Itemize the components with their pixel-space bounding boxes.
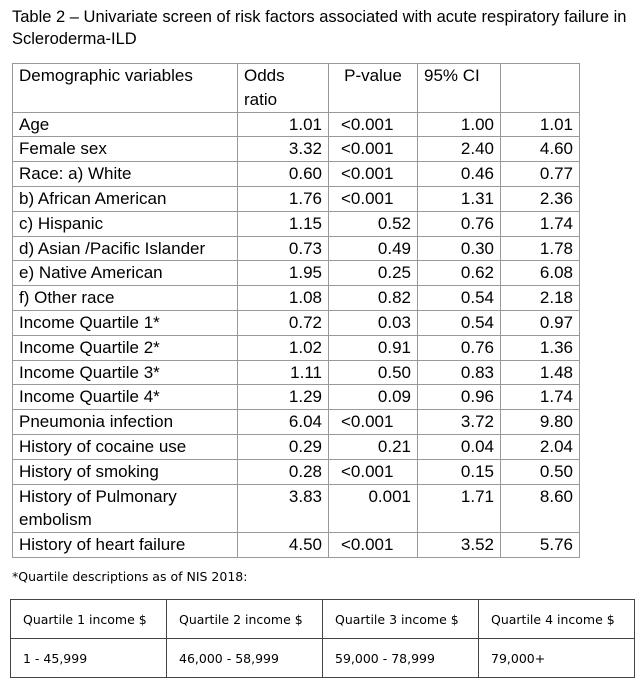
ci-upper-cell: 1.74	[501, 211, 580, 236]
table-header-row	[13, 64, 580, 113]
ci-upper-cell: 9.80	[501, 410, 580, 435]
ci-upper-cell: 1.36	[501, 335, 580, 360]
odds-ratio-cell: 1.08	[238, 286, 329, 311]
row-label: e) Native American	[13, 261, 238, 286]
p-value-cell: <0.001	[329, 459, 418, 484]
p-value-cell: 0.49	[329, 236, 418, 261]
header-ci: 95% CI	[418, 64, 501, 113]
table-row	[13, 112, 580, 137]
row-label: Income Quartile 3*	[13, 360, 238, 385]
row-label: Pneumonia infection	[13, 410, 238, 435]
quartile-value-4: 79,000+	[479, 639, 635, 678]
row-label: d) Asian /Pacific Islander	[13, 236, 238, 261]
odds-ratio-cell: 1.11	[238, 360, 329, 385]
table-row	[13, 434, 580, 459]
ci-lower-cell: 0.54	[418, 310, 501, 335]
table-row	[13, 211, 580, 236]
ci-upper-cell: 5.76	[501, 533, 580, 558]
ci-lower-cell: 1.71	[418, 484, 501, 533]
odds-ratio-cell: 1.01	[238, 112, 329, 137]
odds-ratio-cell: 3.32	[238, 137, 329, 162]
table-row	[13, 261, 580, 286]
ci-lower-cell: 1.31	[418, 186, 501, 211]
header-p-value: P-value	[329, 64, 418, 113]
odds-ratio-cell: 0.60	[238, 162, 329, 187]
table-row	[13, 459, 580, 484]
ci-upper-cell: 0.97	[501, 310, 580, 335]
p-value-cell: <0.001	[329, 410, 418, 435]
row-label: Age	[13, 112, 238, 137]
p-value-cell: 0.001	[329, 484, 418, 533]
quartile-table	[10, 599, 635, 678]
p-value-cell: <0.001	[329, 533, 418, 558]
quartile-header-4: Quartile 4 income $	[479, 600, 635, 639]
odds-ratio-cell: 1.15	[238, 211, 329, 236]
odds-ratio-cell: 1.95	[238, 261, 329, 286]
row-label: History of Pulmonary embolism	[13, 484, 238, 533]
table-row	[13, 360, 580, 385]
ci-upper-cell: 1.78	[501, 236, 580, 261]
odds-ratio-cell: 1.02	[238, 335, 329, 360]
row-label: c) Hispanic	[13, 211, 238, 236]
quartile-header-row	[11, 600, 635, 639]
row-label: b) African American	[13, 186, 238, 211]
table-row	[13, 137, 580, 162]
row-label: History of smoking	[13, 459, 238, 484]
p-value-cell: 0.03	[329, 310, 418, 335]
table-row	[13, 286, 580, 311]
header-demographic: Demographic variables	[13, 64, 238, 113]
header-odds-ratio: Odds ratio	[238, 64, 329, 113]
odds-ratio-cell: 1.29	[238, 385, 329, 410]
ci-upper-cell: 1.74	[501, 385, 580, 410]
ci-upper-cell: 0.77	[501, 162, 580, 187]
ci-lower-cell: 0.76	[418, 335, 501, 360]
p-value-cell: <0.001	[329, 186, 418, 211]
odds-ratio-cell: 3.83	[238, 484, 329, 533]
row-label: f) Other race	[13, 286, 238, 311]
table-row	[13, 533, 580, 558]
quartile-value-1: 1 - 45,999	[11, 639, 167, 678]
quartile-value-2: 46,000 - 58,999	[167, 639, 323, 678]
ci-lower-cell: 3.72	[418, 410, 501, 435]
row-label: Income Quartile 4*	[13, 385, 238, 410]
ci-upper-cell: 1.01	[501, 112, 580, 137]
quartile-value-row	[11, 639, 635, 678]
table-row	[13, 162, 580, 187]
p-value-cell: 0.91	[329, 335, 418, 360]
quartile-value-3: 59,000 - 78,999	[323, 639, 479, 678]
ci-lower-cell: 2.40	[418, 137, 501, 162]
row-label: History of heart failure	[13, 533, 238, 558]
ci-upper-cell: 0.50	[501, 459, 580, 484]
p-value-cell: <0.001	[329, 112, 418, 137]
odds-ratio-cell: 1.76	[238, 186, 329, 211]
table-row	[13, 310, 580, 335]
table-row	[13, 385, 580, 410]
header-ci-upper	[501, 64, 580, 113]
row-label: History of cocaine use	[13, 434, 238, 459]
table-row	[13, 186, 580, 211]
p-value-cell: 0.82	[329, 286, 418, 311]
ci-lower-cell: 0.30	[418, 236, 501, 261]
quartile-header-3: Quartile 3 income $	[323, 600, 479, 639]
ci-lower-cell: 0.04	[418, 434, 501, 459]
table-row	[13, 484, 580, 533]
row-label: Income Quartile 2*	[13, 335, 238, 360]
odds-ratio-cell: 0.72	[238, 310, 329, 335]
ci-lower-cell: 0.54	[418, 286, 501, 311]
odds-ratio-cell: 0.29	[238, 434, 329, 459]
row-label: Female sex	[13, 137, 238, 162]
ci-lower-cell: 0.15	[418, 459, 501, 484]
ci-upper-cell: 6.08	[501, 261, 580, 286]
p-value-cell: 0.52	[329, 211, 418, 236]
ci-lower-cell: 1.00	[418, 112, 501, 137]
ci-upper-cell: 1.48	[501, 360, 580, 385]
p-value-cell: <0.001	[329, 162, 418, 187]
ci-lower-cell: 3.52	[418, 533, 501, 558]
ci-upper-cell: 4.60	[501, 137, 580, 162]
p-value-cell: 0.50	[329, 360, 418, 385]
p-value-cell: 0.25	[329, 261, 418, 286]
table-row	[13, 410, 580, 435]
quartile-header-2: Quartile 2 income $	[167, 600, 323, 639]
odds-ratio-cell: 0.28	[238, 459, 329, 484]
odds-ratio-cell: 0.73	[238, 236, 329, 261]
ci-upper-cell: 8.60	[501, 484, 580, 533]
ci-lower-cell: 0.46	[418, 162, 501, 187]
ci-lower-cell: 0.76	[418, 211, 501, 236]
risk-factor-table	[12, 63, 580, 558]
table-row	[13, 335, 580, 360]
p-value-cell: 0.21	[329, 434, 418, 459]
row-label: Race: a) White	[13, 162, 238, 187]
odds-ratio-cell: 4.50	[238, 533, 329, 558]
ci-lower-cell: 0.96	[418, 385, 501, 410]
ci-lower-cell: 0.83	[418, 360, 501, 385]
table-row	[13, 236, 580, 261]
table-title: Table 2 – Univariate screen of risk factors associated with acute respiratory failure in Scleroderma-ILD	[12, 8, 627, 48]
ci-upper-cell: 2.18	[501, 286, 580, 311]
ci-upper-cell: 2.04	[501, 434, 580, 459]
row-label: Income Quartile 1*	[13, 310, 238, 335]
p-value-cell: <0.001	[329, 137, 418, 162]
quartile-header-1: Quartile 1 income $	[11, 600, 167, 639]
odds-ratio-cell: 6.04	[238, 410, 329, 435]
p-value-cell: 0.09	[329, 385, 418, 410]
quartile-note: *Quartile descriptions as of NIS 2018:	[12, 569, 248, 584]
ci-upper-cell: 2.36	[501, 186, 580, 211]
ci-lower-cell: 0.62	[418, 261, 501, 286]
